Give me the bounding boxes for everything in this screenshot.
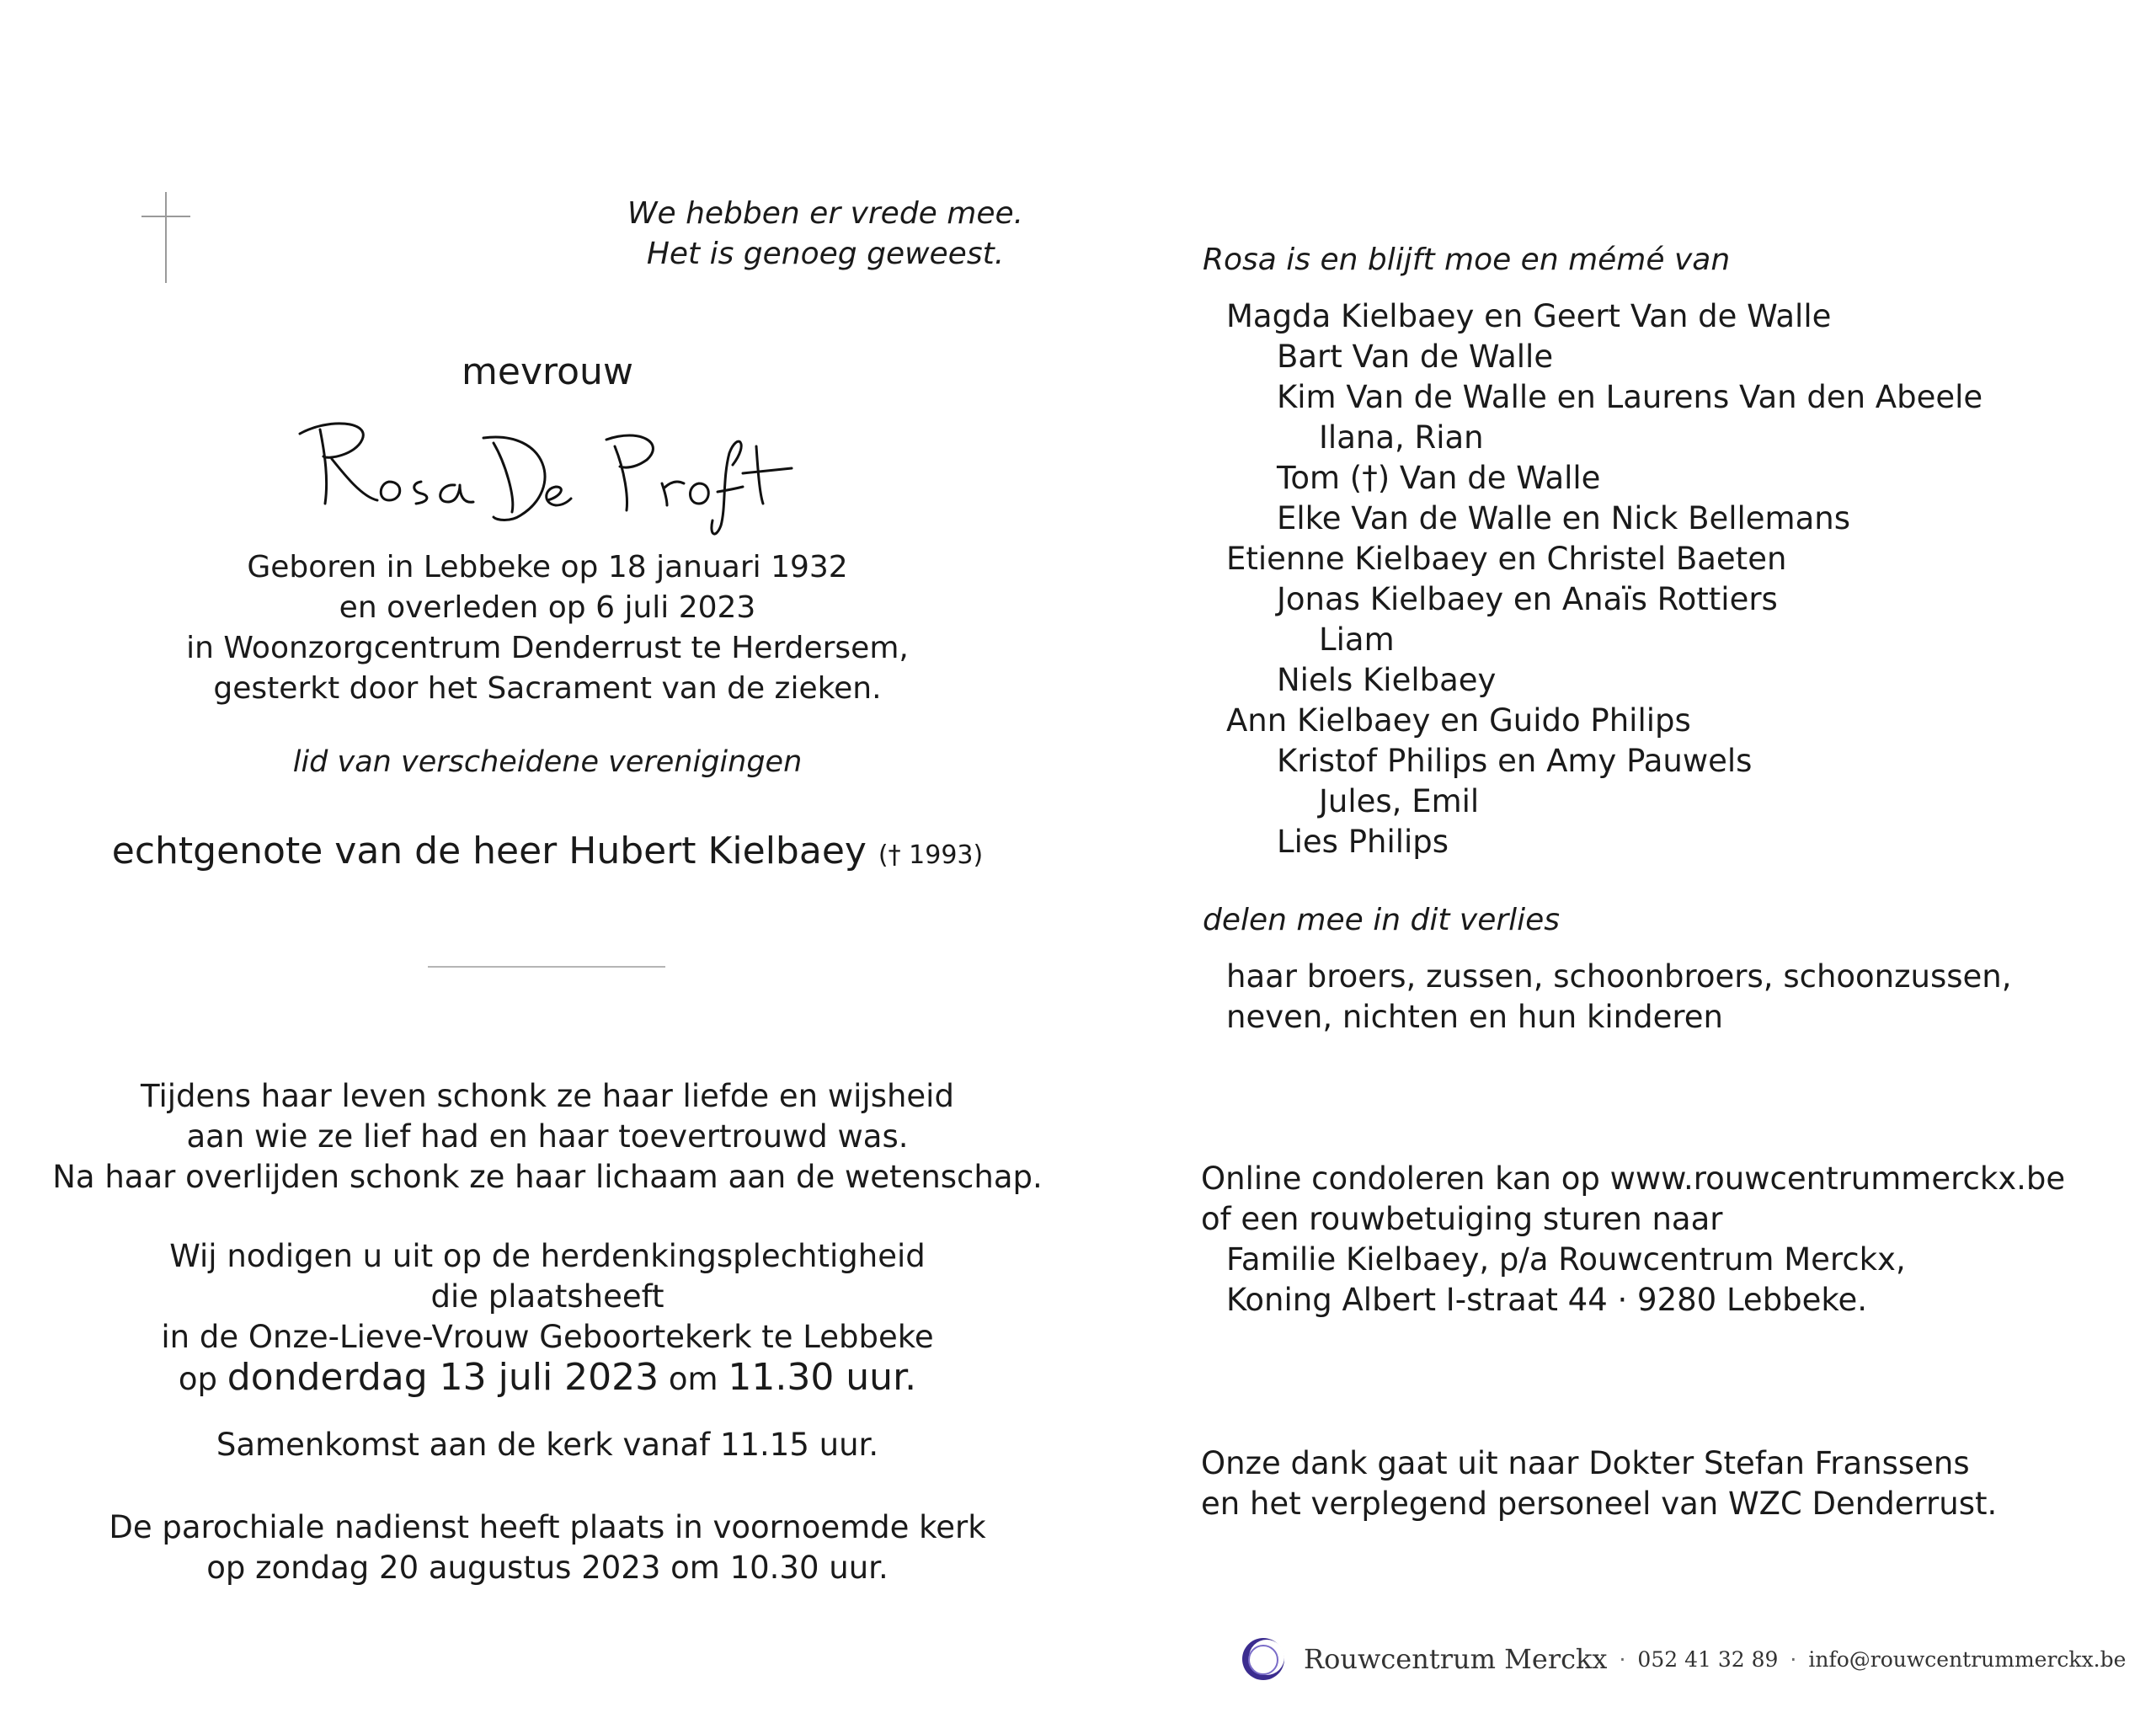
gathering-note: Samenkomst aan de kerk vanaf 11.15 uur.: [216, 1427, 879, 1463]
ceremony-time: 11.30 uur.: [728, 1356, 917, 1399]
signature-text: Rosa De Proft: [295, 400, 386, 416]
condolence-line: Online condoleren kan op www.rouwcentrummerckx.be: [1201, 1160, 2066, 1197]
spouse-line: [51, 830, 1044, 872]
family-member: Liam: [1319, 622, 1395, 658]
family-member: Ilana, Rian: [1319, 419, 1484, 456]
legacy-line: aan wie ze lief had en haar toevertrouwd was.: [186, 1118, 909, 1155]
funeral-home-name: Rouwcentrum Merckx: [1304, 1643, 1608, 1675]
legacy-line: Na haar overlijden schonk ze haar lichaam aan de wetenschap.: [52, 1159, 1043, 1195]
condolence-line: of een rouwbetuiging sturen naar: [1201, 1201, 1723, 1237]
thanks-line: en het verplegend personeel van WZC Denderrust.: [1201, 1486, 1998, 1522]
legacy-line: Tijdens haar leven schonk ze haar liefde en wijsheid: [141, 1078, 954, 1114]
family-member: Elke Van de Walle en Nick Bellemans: [1277, 500, 1850, 536]
follow-up-service: [51, 1507, 1044, 1588]
birth-death-info: [84, 547, 1011, 709]
share-intro: delen mee in dit verlies: [1203, 903, 1561, 937]
separator: ·: [1619, 1646, 1626, 1672]
thanks-line: Onze dank gaat uit naar Dokter Stefan Franssens: [1201, 1445, 1970, 1481]
condolence-info: [1201, 1159, 2065, 1321]
ceremony-line: in de Onze-Lieve-Vrouw Geboortekerk te Lebbeke: [161, 1319, 934, 1355]
separator: ·: [1790, 1646, 1797, 1672]
ceremony-invitation: [51, 1236, 1044, 1400]
family-member: Ann Kielbaey en Guido Philips: [1226, 702, 1691, 739]
legacy-text: [51, 1076, 1044, 1198]
motto-line: Het is genoeg geweest.: [646, 237, 1005, 271]
title-prefix: mevrouw: [462, 350, 633, 393]
extended-family-line: haar broers, zussen, schoonbroers, schoonzussen,: [1226, 958, 2012, 995]
family-member: Lies Philips: [1277, 824, 1449, 860]
crescent-moon-icon: [1238, 1634, 1289, 1684]
divider: [428, 966, 665, 968]
funeral-home-footer: [1238, 1634, 2126, 1684]
condolence-address: Koning Albert I-straat 44 · 9280 Lebbeke.: [1226, 1282, 1868, 1318]
signature: [295, 400, 800, 539]
birth-line: in Woonzorgcentrum Denderrust te Herdersem,: [186, 631, 909, 665]
family-member: Jonas Kielbaey en Anaïs Rottiers: [1277, 581, 1778, 617]
birth-line: gesterkt door het Sacrament van de zieken.: [213, 671, 882, 706]
extended-family-line: neven, nichten en hun kinderen: [1226, 999, 1723, 1035]
funeral-home-email: info@rouwcentrummerckx.be: [1808, 1646, 2127, 1672]
time-prefix: om: [668, 1361, 718, 1397]
family-member: Kim Van de Walle en Laurens Van den Abeele: [1277, 379, 1983, 415]
family-list: [1203, 296, 1983, 862]
date-prefix: op: [178, 1361, 217, 1397]
birth-line: en overleden op 6 juli 2023: [339, 590, 756, 625]
family-intro: Rosa is en blijft moe en mémé van: [1203, 243, 1731, 277]
motto: [590, 194, 1061, 275]
extended-family: [1226, 957, 2012, 1038]
ceremony-datetime: [51, 1358, 1044, 1400]
cross-icon: [141, 192, 194, 283]
family-member: Bart Van de Walle: [1277, 339, 1554, 375]
family-member: Tom (†) Van de Walle: [1277, 460, 1601, 496]
funeral-home-phone: 052 41 32 89: [1637, 1646, 1779, 1672]
motto-line: We hebben er vrede mee.: [627, 196, 1024, 231]
service-line: op zondag 20 augustus 2023 om 10.30 uur.: [206, 1550, 889, 1586]
family-member: Kristof Philips en Amy Pauwels: [1277, 743, 1753, 779]
family-member: Niels Kielbaey: [1277, 662, 1497, 698]
membership-note: lid van verscheidene verenigingen: [292, 745, 803, 779]
family-member: Jules, Emil: [1319, 783, 1480, 819]
ceremony-line: Wij nodigen u uit op de herdenkingsplechtigheid: [169, 1238, 926, 1274]
spouse-death-note: († 1993): [878, 840, 984, 870]
service-line: De parochiale nadienst heeft plaats in voornoemde kerk: [109, 1509, 986, 1545]
family-member: Etienne Kielbaey en Christel Baeten: [1226, 541, 1787, 577]
spouse-text: echtgenote van de heer Hubert Kielbaey: [111, 830, 867, 872]
birth-line: Geboren in Lebbeke op 18 januari 1932: [247, 550, 848, 584]
thanks-note: [1201, 1443, 1997, 1524]
family-member: Magda Kielbaey en Geert Van de Walle: [1226, 298, 1832, 334]
condolence-address: Familie Kielbaey, p/a Rouwcentrum Merckx,: [1226, 1241, 1906, 1278]
ceremony-line: die plaatsheeft: [430, 1278, 664, 1315]
ceremony-date: donderdag 13 juli 2023: [227, 1356, 659, 1399]
